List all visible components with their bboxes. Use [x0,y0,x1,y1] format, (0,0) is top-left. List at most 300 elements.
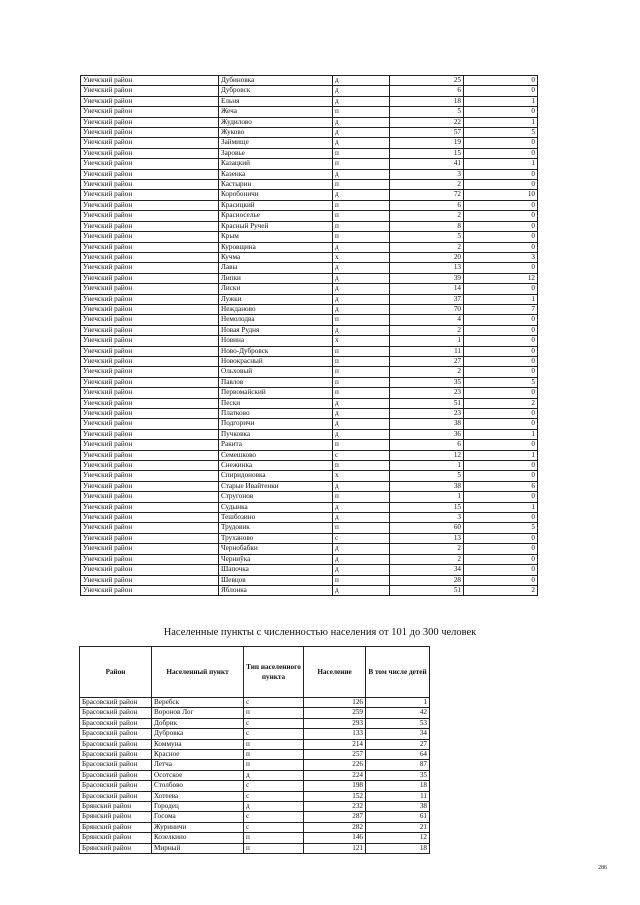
district-cell: Унечский район [81,565,219,575]
settlement-cell: Ракита [219,440,333,450]
settlement-cell: Жуково [219,128,333,138]
settlement-cell: Столбово [152,781,244,791]
population-cell: 198 [304,781,366,791]
settlement-cell: Павлов [219,377,333,387]
district-cell: Унечский район [81,388,219,398]
settlement-cell: Мирный [152,843,244,853]
population-cell: 5 [390,107,464,117]
district-cell: Унечский район [81,585,219,595]
children-cell: 64 [366,750,430,760]
children-cell: 0 [464,180,538,190]
table-row [81,138,538,148]
type-cell: д [333,76,390,86]
settlements-table-101-300 [79,646,430,854]
children-cell: 0 [464,461,538,471]
district-cell: Унечский район [81,346,219,356]
table-row [80,698,430,708]
children-cell: 0 [464,169,538,179]
table-row [81,585,538,595]
type-cell: д [333,128,390,138]
district-cell: Брасовский район [80,750,152,760]
type-cell: д [333,242,390,252]
children-cell: 0 [464,513,538,523]
district-cell: Унечский район [81,492,219,502]
settlement-cell: Яблонка [219,585,333,595]
settlement-cell: Дубиновка [219,76,333,86]
population-cell: 39 [390,273,464,283]
table-row [80,791,430,801]
population-cell: 14 [390,284,464,294]
population-cell: 2 [390,180,464,190]
page-number: 286 [598,865,607,871]
children-cell: 0 [464,419,538,429]
district-cell: Брянский район [80,822,152,832]
children-cell: 10 [464,190,538,200]
population-cell: 259 [304,708,366,718]
children-cell: 0 [464,242,538,252]
children-cell: 0 [464,356,538,366]
type-cell: с [244,729,304,739]
population-cell: 2 [390,242,464,252]
settlement-cell: Стругонов [219,492,333,502]
settlement-cell: Нежданово [219,304,333,314]
table-row [81,96,538,106]
type-cell: п [333,200,390,210]
district-cell: Брасовский район [80,770,152,780]
population-cell: 4 [390,315,464,325]
type-cell: с [244,698,304,708]
table-row [80,802,430,812]
district-cell: Унечский район [81,190,219,200]
district-cell: Унечский район [81,200,219,210]
type-cell: с [244,812,304,822]
type-cell: п [333,367,390,377]
population-cell: 146 [304,833,366,843]
children-cell: 1 [464,429,538,439]
table-row [81,356,538,366]
type-cell: х [333,471,390,481]
children-cell: 87 [366,760,430,770]
settlement-cell: Снежинка [219,461,333,471]
type-cell: п [333,356,390,366]
district-cell: Унечский район [81,273,219,283]
children-cell: 11 [366,791,430,801]
district-cell: Унечский район [81,450,219,460]
district-cell: Унечский район [81,252,219,262]
children-cell: 0 [464,284,538,294]
table-row [80,750,430,760]
children-cell: 12 [366,833,430,843]
district-cell: Унечский район [81,107,219,117]
table-row [81,429,538,439]
table-row [81,273,538,283]
settlement-cell: Веребск [152,698,244,708]
children-cell: 0 [464,336,538,346]
population-cell: 2 [390,554,464,564]
population-cell: 15 [390,502,464,512]
table-row [81,76,538,86]
district-cell: Брасовский район [80,708,152,718]
district-cell: Унечский район [81,148,219,158]
district-cell: Унечский район [81,471,219,481]
settlement-cell: Пучковка [219,429,333,439]
population-cell: 287 [304,812,366,822]
settlement-cell: Новокрасный [219,356,333,366]
type-cell: п [333,232,390,242]
children-cell: 0 [464,107,538,117]
settlement-cell: Казенка [219,169,333,179]
settlement-cell: Семешково [219,450,333,460]
header-children: В том числе детей [366,647,430,698]
table-row [81,419,538,429]
settlement-cell: Липки [219,273,333,283]
type-cell: х [333,336,390,346]
children-cell: 53 [366,718,430,728]
table-row [80,760,430,770]
type-cell: с [244,718,304,728]
settlement-cell: Ельня [219,96,333,106]
settlement-cell: Тешбозино [219,513,333,523]
district-cell: Унечский район [81,356,219,366]
population-cell: 5 [390,471,464,481]
settlements-table-small-body [81,76,538,596]
population-cell: 5 [390,232,464,242]
settlement-cell: Старые Ивайтенки [219,481,333,491]
table-row [81,440,538,450]
children-cell: 0 [464,346,538,356]
district-cell: Брянский район [80,833,152,843]
children-cell: 0 [464,221,538,231]
table-row [80,770,430,780]
settlement-cell: Красное [152,750,244,760]
settlement-cell: Летча [152,760,244,770]
children-cell: 1 [464,294,538,304]
population-cell: 23 [390,409,464,419]
settlement-cell: Шапочка [219,565,333,575]
settlement-cell: Коммуна [152,739,244,749]
population-cell: 1 [390,492,464,502]
type-cell: п [333,315,390,325]
population-cell: 51 [390,398,464,408]
type-cell: п [244,843,304,853]
children-cell: 0 [464,575,538,585]
type-cell: д [333,263,390,273]
settlement-cell: Трудовик [219,523,333,533]
table-row [81,398,538,408]
population-cell: 13 [390,533,464,543]
population-cell: 2 [390,325,464,335]
type-cell: д [333,138,390,148]
type-cell: д [333,565,390,575]
population-cell: 3 [390,513,464,523]
table-row [81,367,538,377]
header-settlement: Населенный пункт [152,647,244,698]
population-cell: 6 [390,86,464,96]
children-cell: 1 [464,450,538,460]
children-cell: 0 [464,492,538,502]
district-cell: Брасовский район [80,760,152,770]
district-cell: Унечский район [81,481,219,491]
children-cell: 0 [464,138,538,148]
table-row [80,822,430,832]
table-row [81,190,538,200]
type-cell: д [333,429,390,439]
population-cell: 20 [390,252,464,262]
children-cell: 5 [464,128,538,138]
population-cell: 38 [390,419,464,429]
table-row [81,325,538,335]
district-cell: Унечский район [81,440,219,450]
type-cell: д [333,96,390,106]
type-cell: п [333,492,390,502]
settlement-cell: Новина [219,336,333,346]
population-cell: 28 [390,575,464,585]
type-cell: с [333,533,390,543]
type-cell: п [333,461,390,471]
table-row [81,315,538,325]
type-cell: п [333,346,390,356]
district-cell: Унечский район [81,554,219,564]
type-cell: д [333,273,390,283]
children-cell: 0 [464,315,538,325]
population-cell: 41 [390,159,464,169]
table-row [81,533,538,543]
district-cell: Унечский район [81,461,219,471]
settlement-cell: Кастырин [219,180,333,190]
type-cell: д [333,554,390,564]
table-row [81,565,538,575]
children-cell: 3 [464,252,538,262]
population-cell: 224 [304,770,366,780]
type-cell: д [333,481,390,491]
children-cell: 0 [464,409,538,419]
settlement-cell: Добрик [152,718,244,728]
table-row [81,409,538,419]
settlement-cell: Немолодва [219,315,333,325]
population-cell: 36 [390,429,464,439]
table-row [81,252,538,262]
settlement-cell: Козелкино [152,833,244,843]
children-cell: 27 [366,739,430,749]
population-cell: 2 [390,367,464,377]
district-cell: Унечский район [81,513,219,523]
population-cell: 282 [304,822,366,832]
district-cell: Унечский район [81,315,219,325]
type-cell: д [333,325,390,335]
table-row [81,450,538,460]
children-cell: 0 [464,76,538,86]
table-row [81,554,538,564]
type-cell: д [244,802,304,812]
type-cell: д [244,770,304,780]
settlement-cell: Судынка [219,502,333,512]
population-cell: 133 [304,729,366,739]
settlement-cell: Коробоничи [219,190,333,200]
type-cell: п [333,575,390,585]
type-cell: п [244,739,304,749]
district-cell: Унечский район [81,211,219,221]
table-row [81,107,538,117]
district-cell: Брасовский район [80,739,152,749]
children-cell: 7 [464,304,538,314]
district-cell: Брянский район [80,802,152,812]
table-row [81,117,538,127]
settlement-cell: Заровье [219,148,333,158]
settlement-cell: Лавы [219,263,333,273]
table-row [80,781,430,791]
type-cell: д [333,544,390,554]
children-cell: 0 [464,388,538,398]
settlement-cell: Дубровка [152,729,244,739]
population-cell: 23 [390,388,464,398]
settlement-cell: Госома [152,812,244,822]
district-cell: Унечский район [81,523,219,533]
children-cell: 0 [464,471,538,481]
children-cell: 38 [366,802,430,812]
table-row [81,169,538,179]
table-row [81,492,538,502]
district-cell: Унечский район [81,242,219,252]
settlement-cell: Спиридоновка [219,471,333,481]
population-cell: 2 [390,544,464,554]
population-cell: 22 [390,117,464,127]
table-row [81,148,538,158]
table-row [81,502,538,512]
population-cell: 1 [390,336,464,346]
population-cell: 12 [390,450,464,460]
children-cell: 5 [464,523,538,533]
district-cell: Унечский район [81,502,219,512]
children-cell: 35 [366,770,430,780]
table-row [80,729,430,739]
children-cell: 0 [464,565,538,575]
district-cell: Унечский район [81,409,219,419]
settlement-cell: Подгоричи [219,419,333,429]
settlement-cell: Пески [219,398,333,408]
population-cell: 293 [304,718,366,728]
population-cell: 3 [390,169,464,179]
table-row [81,346,538,356]
population-cell: 257 [304,750,366,760]
table-row [81,242,538,252]
children-cell: 0 [464,148,538,158]
table-row [80,843,430,853]
population-cell: 72 [390,190,464,200]
district-cell: Унечский район [81,128,219,138]
children-cell: 5 [464,377,538,387]
type-cell: п [333,377,390,387]
district-cell: Унечский район [81,169,219,179]
population-cell: 6 [390,200,464,210]
table-row [81,159,538,169]
population-cell: 226 [304,760,366,770]
type-cell: д [333,585,390,595]
settlement-cell: Платково [219,409,333,419]
population-cell: 25 [390,76,464,86]
settlement-cell: Шевцов [219,575,333,585]
table-row [81,86,538,96]
population-cell: 60 [390,523,464,533]
children-cell: 1 [464,117,538,127]
children-cell: 0 [464,544,538,554]
district-cell: Унечский район [81,284,219,294]
district-cell: Брасовский район [80,718,152,728]
header-population: Население [304,647,366,698]
type-cell: д [333,117,390,127]
population-cell: 2 [390,211,464,221]
table-row [81,336,538,346]
children-cell: 34 [366,729,430,739]
population-cell: 214 [304,739,366,749]
type-cell: п [333,211,390,221]
population-cell: 34 [390,565,464,575]
table-header-row [80,647,430,698]
type-cell: д [333,294,390,304]
settlement-cell: Чернобабки [219,544,333,554]
table-row [80,718,430,728]
children-cell: 0 [464,554,538,564]
children-cell: 0 [464,200,538,210]
district-cell: Брянский район [80,812,152,822]
table-row [81,388,538,398]
type-cell: п [333,159,390,169]
table-row [81,304,538,314]
children-cell: 0 [464,86,538,96]
type-cell: п [333,148,390,158]
table-row [81,461,538,471]
children-cell: 2 [464,398,538,408]
settlement-cell: Жеча [219,107,333,117]
district-cell: Унечский район [81,429,219,439]
type-cell: с [244,781,304,791]
population-cell: 37 [390,294,464,304]
settlement-cell: Осотское [152,770,244,780]
table-row [81,294,538,304]
type-cell: д [333,502,390,512]
settlement-cell: Городец [152,802,244,812]
settlement-cell: Жудилово [219,117,333,127]
type-cell: п [244,833,304,843]
header-district: Район [80,647,152,698]
settlements-table-small [80,75,538,596]
population-cell: 1 [390,461,464,471]
population-cell: 51 [390,585,464,595]
settlement-cell: Куровщина [219,242,333,252]
settlement-cell: Красицкий [219,200,333,210]
table-row [81,232,538,242]
children-cell: 18 [366,781,430,791]
table-row [81,471,538,481]
district-cell: Унечский район [81,304,219,314]
table-row [81,221,538,231]
type-cell: с [244,791,304,801]
children-cell: 0 [464,263,538,273]
table-row [80,812,430,822]
settlement-cell: Черниўка [219,554,333,564]
table-row [81,180,538,190]
district-cell: Унечский район [81,367,219,377]
population-cell: 121 [304,843,366,853]
type-cell: х [333,252,390,262]
settlement-cell: Ново-Дубровск [219,346,333,356]
district-cell: Унечский район [81,294,219,304]
table-row [81,523,538,533]
settlement-cell: Ольховый [219,367,333,377]
settlement-cell: Лиски [219,284,333,294]
children-cell: 0 [464,211,538,221]
district-cell: Унечский район [81,533,219,543]
type-cell: д [333,398,390,408]
